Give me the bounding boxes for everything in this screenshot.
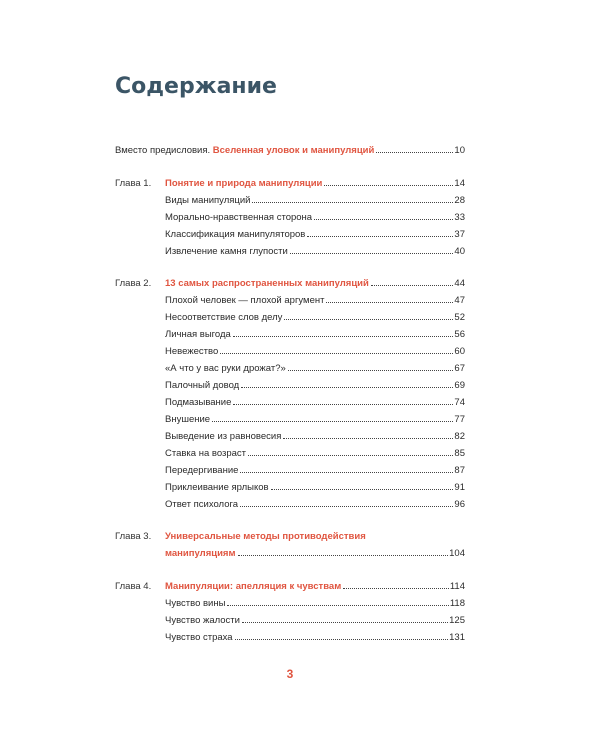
toc-item[interactable] bbox=[115, 379, 465, 393]
chapter-label: Глава 4. bbox=[115, 581, 152, 592]
page-ref: 118 bbox=[449, 598, 465, 609]
page-ref: 96 bbox=[454, 499, 465, 510]
toc-item[interactable] bbox=[115, 481, 465, 495]
toc-chapter-3[interactable] bbox=[115, 530, 465, 544]
page-ref: 104 bbox=[449, 548, 465, 559]
toc-item-title: Ставка на возраст bbox=[165, 448, 247, 459]
page-number: 3 bbox=[286, 667, 294, 681]
leader-dots bbox=[242, 621, 448, 623]
page-ref: 125 bbox=[449, 615, 465, 626]
leader-dots bbox=[343, 587, 449, 589]
toc-item-title: Личная выгода bbox=[165, 329, 231, 340]
page-ref: 77 bbox=[454, 414, 465, 425]
leader-dots bbox=[233, 335, 454, 337]
toc-item-title: Чувство жалости bbox=[165, 615, 240, 626]
page-ref: 33 bbox=[454, 212, 465, 223]
toc-item-title: Несоответствие слов делу bbox=[165, 312, 283, 323]
page-ref: 10 bbox=[454, 145, 465, 156]
toc-item[interactable] bbox=[115, 311, 465, 325]
toc-chapter-2[interactable] bbox=[115, 277, 465, 291]
toc-item-title: Плохой человек — плохой аргумент bbox=[165, 295, 325, 306]
toc-item-title: Передергивание bbox=[165, 465, 239, 476]
toc-item-title: Подмазывание bbox=[165, 397, 232, 408]
page-ref: 69 bbox=[454, 380, 465, 391]
chapter-title-line1: Универсальные методы противодействия bbox=[165, 531, 366, 542]
toc-chapter-1[interactable] bbox=[115, 177, 465, 191]
leader-dots bbox=[271, 488, 454, 490]
chapter-label: Глава 1. bbox=[115, 178, 152, 189]
leader-dots bbox=[212, 420, 453, 422]
page-ref: 56 bbox=[454, 329, 465, 340]
leader-dots bbox=[235, 638, 449, 640]
page-ref: 44 bbox=[454, 278, 465, 289]
chapter-label: Глава 2. bbox=[115, 278, 152, 289]
leader-dots bbox=[324, 184, 453, 186]
page-ref: 47 bbox=[454, 295, 465, 306]
chapter-title: Понятие и природа манипуляции bbox=[165, 178, 323, 189]
page-ref: 114 bbox=[449, 581, 465, 592]
leader-dots bbox=[233, 403, 453, 405]
page-ref: 52 bbox=[454, 312, 465, 323]
leader-dots bbox=[248, 454, 453, 456]
leader-dots bbox=[252, 201, 453, 203]
toc-item-title: Приклеивание ярлыков bbox=[165, 482, 269, 493]
leader-dots bbox=[227, 604, 448, 606]
toc-item[interactable] bbox=[115, 464, 465, 478]
page-ref: 82 bbox=[454, 431, 465, 442]
page-ref: 91 bbox=[454, 482, 465, 493]
toc-item[interactable] bbox=[115, 362, 465, 376]
preface-title: Вселенная уловок и манипуляций bbox=[212, 145, 375, 156]
leader-dots bbox=[314, 218, 453, 220]
toc-item[interactable] bbox=[115, 294, 465, 308]
toc-item[interactable] bbox=[115, 396, 465, 410]
toc-item[interactable] bbox=[115, 498, 465, 512]
toc-item[interactable] bbox=[115, 631, 465, 645]
page-ref: 87 bbox=[454, 465, 465, 476]
page-ref: 14 bbox=[454, 178, 465, 189]
chapter-label: Глава 3. bbox=[115, 531, 152, 542]
leader-dots bbox=[376, 151, 453, 153]
toc-item[interactable] bbox=[115, 447, 465, 461]
page-ref: 40 bbox=[454, 246, 465, 257]
page-ref: 85 bbox=[454, 448, 465, 459]
leader-dots bbox=[371, 284, 454, 286]
toc-preface[interactable] bbox=[115, 144, 465, 158]
toc-item-title: Ответ психолога bbox=[165, 499, 239, 510]
toc-item-title: Извлечение камня глупости bbox=[165, 246, 288, 257]
toc-item-title: Невежество bbox=[165, 346, 219, 357]
page-title: Содержание bbox=[115, 74, 277, 99]
toc-item-title: Выведение из равновесия bbox=[165, 431, 282, 442]
toc-item-title: Морально-нравственная сторона bbox=[165, 212, 313, 223]
leader-dots bbox=[241, 386, 453, 388]
chapter-title: 13 самых распространенных манипуляций bbox=[165, 278, 369, 289]
toc-item[interactable] bbox=[115, 211, 465, 225]
toc-item[interactable] bbox=[115, 345, 465, 359]
leader-dots bbox=[240, 505, 453, 507]
chapter-title: манипуляциям bbox=[165, 548, 236, 559]
toc-item-title: Виды манипуляций bbox=[165, 195, 251, 206]
page-ref: 74 bbox=[454, 397, 465, 408]
toc-chapter-3-cont[interactable] bbox=[115, 547, 465, 561]
toc-item[interactable] bbox=[115, 194, 465, 208]
leader-dots bbox=[238, 554, 449, 556]
leader-dots bbox=[326, 301, 453, 303]
leader-dots bbox=[288, 369, 454, 371]
page-ref: 37 bbox=[454, 229, 465, 240]
leader-dots bbox=[240, 471, 453, 473]
toc-item-title: «А что у вас руки дрожат?» bbox=[165, 363, 286, 374]
toc-item[interactable] bbox=[115, 597, 465, 611]
toc-item[interactable] bbox=[115, 228, 465, 242]
toc-item[interactable] bbox=[115, 413, 465, 427]
toc-item-title: Палочный довод bbox=[165, 380, 240, 391]
toc-item-title: Классификация манипуляторов bbox=[165, 229, 306, 240]
toc-item-title: Чувство вины bbox=[165, 598, 226, 609]
page-ref: 60 bbox=[454, 346, 465, 357]
toc-chapter-4[interactable] bbox=[115, 580, 465, 594]
preface-prefix: Вместо предисловия. bbox=[115, 145, 211, 156]
toc-item[interactable] bbox=[115, 614, 465, 628]
toc-item[interactable] bbox=[115, 328, 465, 342]
toc-item-title: Внушение bbox=[165, 414, 211, 425]
page-ref: 67 bbox=[454, 363, 465, 374]
leader-dots bbox=[283, 437, 453, 439]
chapter-title: Манипуляции: апелляция к чувствам bbox=[165, 581, 342, 592]
toc-item-title: Чувство страха bbox=[165, 632, 233, 643]
leader-dots bbox=[307, 235, 453, 237]
page-ref: 28 bbox=[454, 195, 465, 206]
leader-dots bbox=[284, 318, 453, 320]
toc-item[interactable] bbox=[115, 430, 465, 444]
page-ref: 131 bbox=[449, 632, 465, 643]
toc-item[interactable] bbox=[115, 245, 465, 259]
leader-dots bbox=[220, 352, 453, 354]
leader-dots bbox=[290, 252, 454, 254]
